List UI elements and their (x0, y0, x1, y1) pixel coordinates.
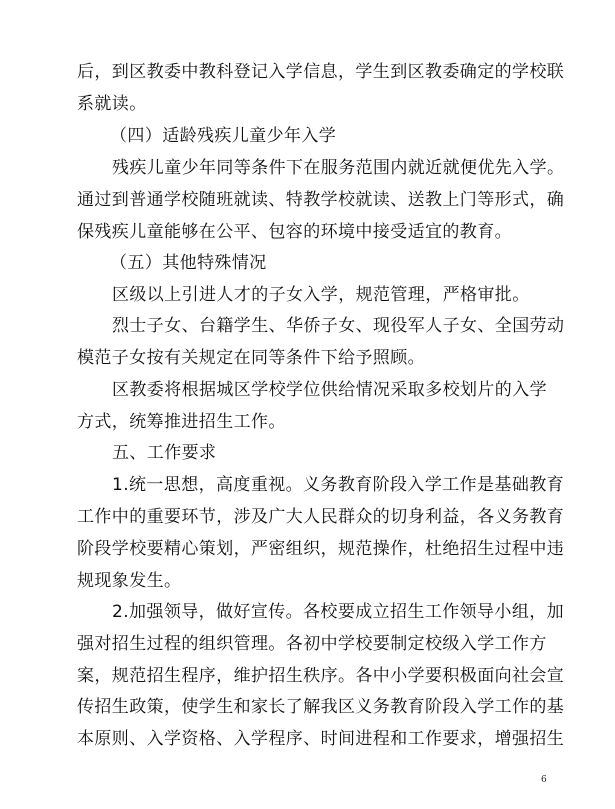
text-line: 后，到区教委中教科登记入学信息，学生到区教委确定的学校联 (77, 62, 565, 82)
text-line: 保残疾儿童能够在公平、包容的环境中接受适宜的教育。 (77, 222, 512, 242)
text-line: 区级以上引进人才的子女入学，规范管理，严格审批。 (112, 285, 530, 305)
section-heading: （四）适龄残疾儿童少年入学 (110, 126, 337, 146)
text-line: 本原则、入学资格、入学程序、时间进程和工作要求，增强招生 (77, 729, 565, 749)
text-line: 方式，统筹推进招生工作。 (77, 412, 286, 432)
text-line: 强对招生过程的组织管理。各初中学校要制定校级入学工作方 (77, 634, 547, 654)
text-line: 工作中的重要环节，涉及广大人民群众的切身利益，各义务教育 (77, 507, 565, 527)
page-number: 6 (541, 775, 547, 785)
text-line: 烈士子女、台籍学生、华侨子女、现役军人子女、全国劳动 (112, 316, 565, 336)
text-line: 残疾儿童少年同等条件下在服务范围内就近就便优先入学。 (112, 158, 565, 178)
text-line: 1.统一思想，高度重视。义务教育阶段入学工作是基础教育 (112, 475, 565, 495)
text-line: 2.加强领导，做好宣传。各校要成立招生工作领导小组，加 (112, 602, 565, 622)
text-line: 传招生政策，使学生和家长了解我区义务教育阶段入学工作的基 (77, 697, 565, 717)
text-line: 通过到普通学校随班就读、特教学校就读、送教上门等形式，确 (77, 190, 565, 210)
text-line: 案，规范招生程序，维护招生秩序。各中小学要积极面向社会宣 (77, 666, 565, 686)
text-line: 模范子女按有关规定在同等条件下给予照顾。 (77, 348, 425, 368)
text-line: 规现象发生。 (77, 571, 182, 591)
text-line: 区教委将根据城区学校学位供给情况采取多校划片的入学 (112, 380, 547, 400)
section-heading: 五、工作要求 (112, 443, 217, 463)
text-line: 系就读。 (77, 94, 147, 114)
section-heading: （五）其他特殊情况 (110, 253, 267, 273)
text-line: 阶段学校要精心策划，严密组织，规范操作，杜绝招生过程中违 (77, 539, 565, 559)
